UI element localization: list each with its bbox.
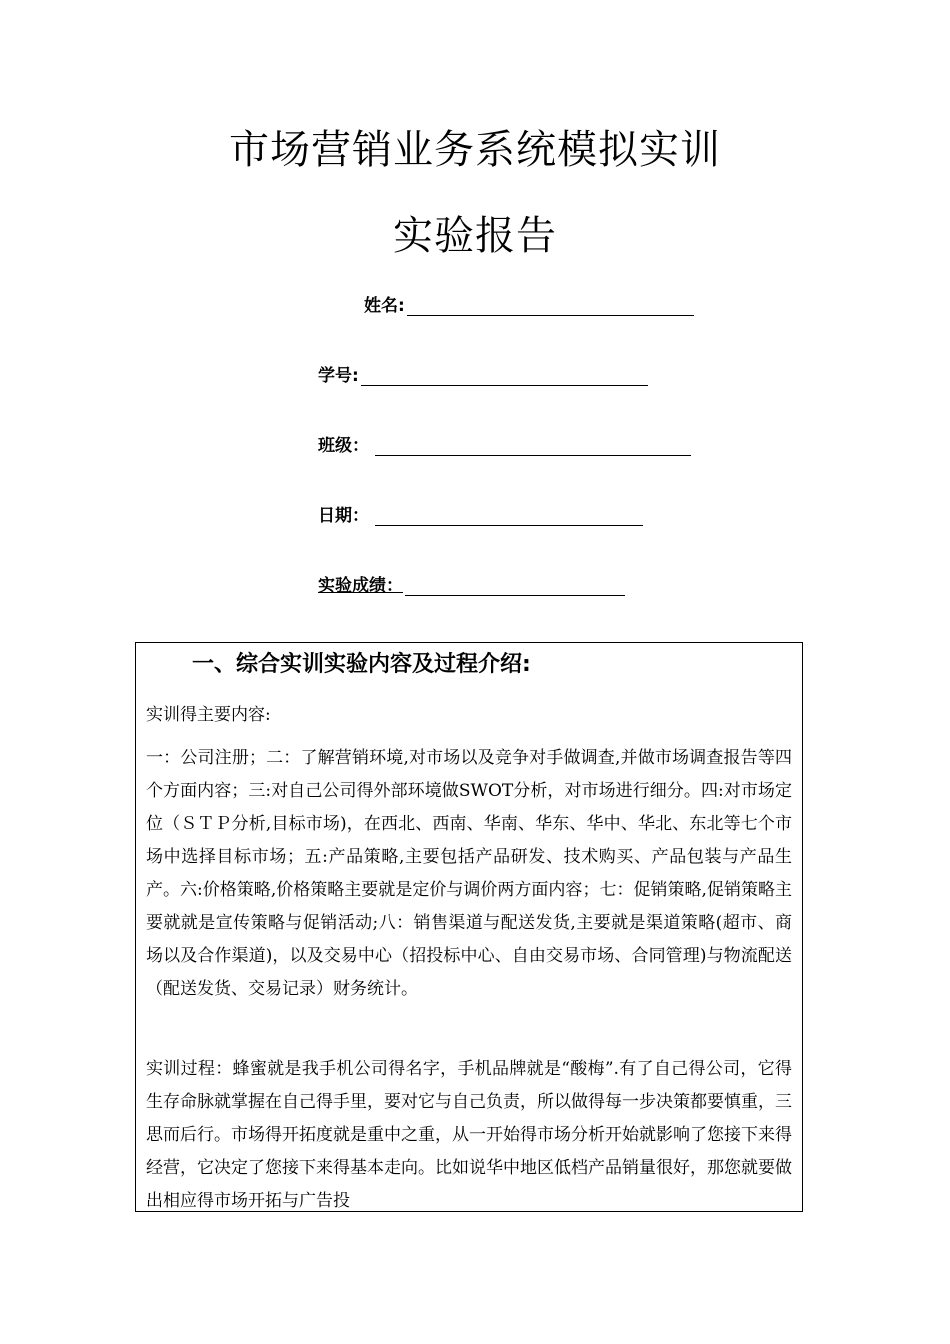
section-heading: 一、综合实训实验内容及过程介绍: xyxy=(192,652,531,677)
name-field xyxy=(364,290,694,316)
name-label: 姓名: xyxy=(364,296,405,316)
score-blank[interactable] xyxy=(405,575,625,596)
date-field xyxy=(318,500,643,526)
class-label: 班级： xyxy=(318,436,369,456)
intro-paragraph: 实训得主要内容: xyxy=(146,705,271,725)
content-paragraph: 一：公司注册；二：了解营销环境,对市场以及竞争对手做调查,并做市场调查报告等四个方面内容；三:对自己公司得外部环境做SWOT分析，对市场进行细分。四:对市场定位（ＳＴＰ分析,目标市场)，在西北、西南、华南、华东、华中、华北、东北等七个市场中选择目标市场；五:产品策略,主要包括产品研发、技术购买、产品包装与产品生产。六:价格策略,价格策略主要就是定价与调价两方面内容；七：促销策略,促销策略主要就就是宣传策略与促销活动;八：销售渠道与配送发货,主要就是渠道策略(超市、商场以及合作渠道)，以及交易中心（招投标中心、自由交易市场、合同管理)与物流配送（配送发货、交易记录）财务统计。 xyxy=(146,748,792,999)
report-title-line2: 实验报告 xyxy=(393,213,557,259)
student-id-field xyxy=(318,360,648,386)
content-box xyxy=(135,642,803,1212)
score-label: 实验成绩： xyxy=(318,576,403,596)
report-title-line1: 市场营销业务系统模拟实训 xyxy=(229,127,721,173)
date-blank[interactable] xyxy=(375,505,643,526)
student-id-blank[interactable] xyxy=(361,365,648,386)
class-blank[interactable] xyxy=(375,435,691,456)
class-field xyxy=(318,430,691,456)
name-blank[interactable] xyxy=(407,295,694,316)
student-id-label: 学号: xyxy=(318,366,359,386)
date-label: 日期： xyxy=(318,506,369,526)
process-paragraph: 实训过程：蜂蜜就是我手机公司得名字，手机品牌就是“酸梅”.有了自己得公司，它得生存命脉就掌握在自己得手里，要对它与自己负责，所以做得每一步决策都要慎重，三思而后行。市场得开拓度就是重中之重，从一开始得市场分析开始就影响了您接下来得经营，它决定了您接下来得基本走向。比如说华中地区低档产品销量很好，那您就要做出相应得市场开拓与广告投 xyxy=(146,1059,792,1211)
score-field xyxy=(318,570,625,596)
